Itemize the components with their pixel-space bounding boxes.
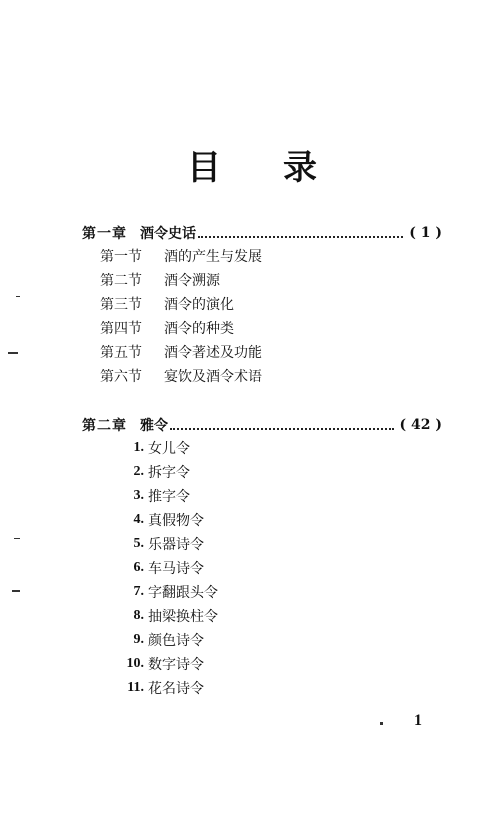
chapter-1-entry [82,222,442,244]
title-char-2: 录 [283,148,317,188]
chapter-number: 第一章 [82,226,127,242]
item-title: 抽梁换柱令 [148,609,218,625]
section-entry [100,294,234,314]
dot-leader [198,236,403,238]
list-item [108,606,218,626]
section-title: 酒的产生与发展 [164,249,262,265]
section-number: 第六节 [100,369,142,385]
item-number: 5. [133,536,144,551]
scan-artifact [8,352,18,354]
chapter-page: ( 1 ) [409,225,442,241]
list-item [108,534,204,554]
chapter-page: ( 42 ) [399,417,442,433]
scan-artifact [16,296,20,297]
chapter-2-entry [82,414,442,436]
list-item [108,582,218,602]
list-item [108,654,204,674]
section-number: 第一节 [100,249,142,265]
item-number: 9. [133,632,144,647]
section-title: 酒令著述及功能 [164,345,262,361]
chapter-number: 第二章 [82,418,127,434]
section-title: 宴饮及酒令术语 [164,369,262,385]
scan-artifact [380,722,383,725]
section-number: 第三节 [100,297,142,313]
scan-artifact [12,590,20,592]
item-number: 10. [126,656,144,671]
title-char-1: 目 [187,148,221,188]
item-number: 8. [133,608,144,623]
list-item [108,678,204,698]
section-entry [100,246,262,266]
chapter-title: 雅令 [140,418,168,434]
section-entry [100,366,262,386]
section-title: 酒令溯源 [164,273,220,289]
list-item [108,486,190,506]
section-entry [100,318,234,338]
item-title: 字翻跟头令 [148,585,218,601]
item-title: 车马诗令 [148,561,204,577]
item-title: 拆字令 [148,465,190,481]
item-title: 颜色诗令 [148,633,204,649]
item-number: 4. [133,512,144,527]
page-number: 1 [414,712,422,729]
item-title: 乐器诗令 [148,537,204,553]
item-number: 2. [133,464,144,479]
section-number: 第四节 [100,321,142,337]
section-title: 酒令的种类 [164,321,234,337]
item-title: 花名诗令 [148,681,204,697]
section-entry [100,342,262,362]
item-number: 3. [133,488,144,503]
item-number: 7. [133,584,144,599]
item-number: 11. [127,680,144,695]
section-number: 第五节 [100,345,142,361]
item-number: 1. [133,440,144,455]
list-item [108,510,204,530]
item-title: 女儿令 [148,441,190,457]
section-entry [100,270,220,290]
list-item [108,558,204,578]
item-number: 6. [133,560,144,575]
list-item [108,438,190,458]
list-item [108,630,204,650]
dot-leader [170,428,394,430]
page-title [0,140,504,190]
item-title: 推字令 [148,489,190,505]
list-item [108,462,190,482]
section-title: 酒令的演化 [164,297,234,313]
item-title: 数字诗令 [148,657,204,673]
chapter-title: 酒令史话 [140,226,196,242]
section-number: 第二节 [100,273,142,289]
scan-artifact [14,538,20,539]
item-title: 真假物令 [148,513,204,529]
